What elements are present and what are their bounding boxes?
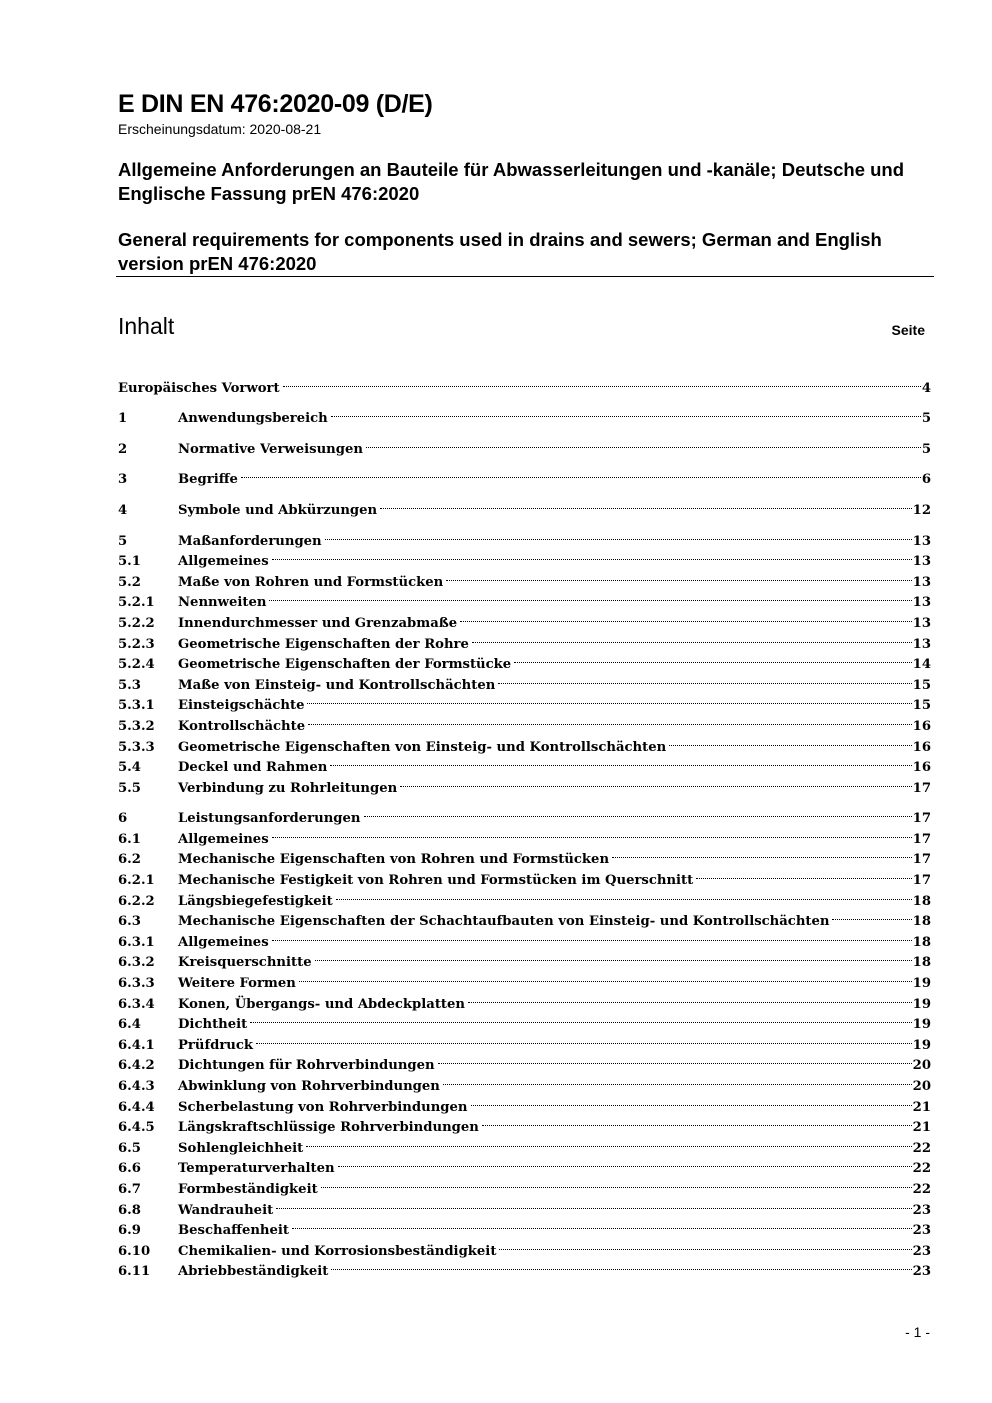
toc-entry-page: 16 — [912, 718, 931, 734]
toc-entry-page: 23 — [912, 1223, 931, 1239]
toc-dot-leader — [514, 648, 911, 669]
toc-entry-page: 16 — [912, 760, 931, 776]
toc-entry-page: 17 — [912, 873, 931, 889]
toc-entry-title: Allgemeines — [178, 831, 269, 847]
toc-entry-page: 4 — [921, 380, 931, 396]
toc-entry-number: 5.2 — [118, 574, 141, 590]
toc-entry-title: Maße von Rohren und Formstücken — [178, 574, 444, 590]
toc-dot-leader — [269, 586, 911, 607]
toc-entry-number: 6.4.3 — [118, 1079, 155, 1094]
toc-entry-page: 18 — [912, 893, 931, 909]
toc-dot-leader — [331, 1255, 911, 1276]
toc-entry-number: 6.2.2 — [118, 893, 155, 909]
title-divider — [116, 276, 934, 277]
toc-dot-leader — [272, 545, 912, 566]
toc-dot-leader — [250, 1008, 911, 1029]
toc-entry-number: 5.2.4 — [118, 657, 155, 673]
toc-entry-number: 6.1 — [118, 831, 141, 847]
toc-entry-number: 6.2 — [118, 852, 141, 868]
toc-entry-page: 18 — [912, 955, 931, 971]
toc-entry-title: Anwendungsbereich — [178, 411, 328, 427]
toc-entry-page: 13 — [912, 595, 931, 611]
toc-entry-page: 19 — [912, 996, 931, 1012]
toc-entry[interactable] — [118, 432, 931, 457]
toc-entry-number: 5.3.3 — [118, 739, 155, 755]
toc-entry-page: 13 — [912, 636, 931, 652]
toc-entry-title: Konen, Übergangs- und Abdeckplatten — [178, 996, 465, 1012]
title-german: Allgemeine Anforderungen an Bauteile für Abwasserleitungen und -kanäle; Deutsche und Englische Fassung prEN 476:2020 — [118, 159, 905, 204]
toc-entry-title: Längskraftschlüssige Rohrverbindungen — [178, 1120, 479, 1136]
toc-dot-leader — [241, 463, 921, 484]
toc-entry-page: 19 — [912, 1037, 931, 1053]
toc-dot-leader — [443, 1069, 912, 1090]
toc-entry-number: 6.11 — [118, 1264, 151, 1280]
toc-entry[interactable] — [118, 463, 931, 488]
toc-entry-number: 6.8 — [118, 1202, 141, 1218]
toc-entry-title: Normative Verweisungen — [178, 441, 363, 457]
toc-dot-leader — [338, 1152, 912, 1173]
toc-entry-page: 18 — [912, 934, 931, 950]
toc-entry[interactable] — [118, 493, 931, 518]
toc-entry-page: 23 — [912, 1243, 931, 1259]
toc-entry-number: 3 — [118, 472, 128, 488]
toc-entry-number: 6.4.1 — [118, 1037, 155, 1053]
toc-dot-leader — [446, 565, 911, 586]
toc-entry-page: 18 — [912, 914, 931, 930]
toc-entry[interactable] — [118, 371, 931, 396]
toc-dot-leader — [482, 1111, 912, 1132]
toc-entry-page: 17 — [912, 811, 931, 827]
toc-entry-page: 17 — [912, 831, 931, 847]
toc-dot-leader — [499, 1234, 911, 1255]
toc-entry-page: 21 — [912, 1099, 931, 1115]
toc-entry-title: Mechanische Festigkeit von Rohren und Formstücken im Querschnitt — [178, 873, 694, 889]
toc-dot-leader — [276, 1193, 911, 1214]
toc-dot-leader — [468, 987, 912, 1008]
toc-entry-page: 16 — [912, 739, 931, 755]
toc-entry-number: 6.4.4 — [118, 1099, 155, 1115]
toc-dot-leader — [256, 1028, 912, 1049]
toc-entry-number: 6.3.3 — [118, 976, 155, 992]
toc-entry-number: 5.2.1 — [118, 595, 155, 611]
toc-entry-title: Prüfdruck — [178, 1037, 254, 1053]
toc-dot-leader — [438, 1049, 912, 1070]
contents-heading: Inhalt — [118, 313, 175, 339]
toc-entry-page: 22 — [912, 1181, 931, 1197]
toc-dot-leader — [299, 966, 912, 987]
toc-entry-number: 6 — [118, 811, 128, 827]
toc-dot-leader — [471, 1090, 912, 1111]
toc-dot-leader — [307, 689, 911, 710]
toc-entry-title: Abriebbeständigkeit — [178, 1264, 329, 1280]
toc-entry-page: 13 — [912, 554, 931, 570]
toc-entry-number: 5.4 — [118, 760, 141, 776]
toc-entry-number: 6.5 — [118, 1140, 141, 1156]
page-number: - 1 - — [905, 1324, 930, 1340]
toc-entry-page: 19 — [912, 1017, 931, 1033]
toc-dot-leader — [498, 668, 911, 689]
toc-dot-leader — [364, 802, 912, 823]
page-column-label: Seite — [891, 322, 925, 338]
toc-entry-title: Innendurchmesser und Grenzabmaße — [178, 615, 458, 631]
toc-dot-leader — [292, 1214, 912, 1235]
toc-dot-leader — [315, 946, 912, 967]
toc-entry-title: Kreisquerschnitte — [178, 955, 312, 971]
toc-entry-page: 5 — [921, 441, 931, 457]
toc-entry-title: Mechanische Eigenschaften von Rohren und Formstücken — [178, 852, 610, 868]
toc-entry-page: 17 — [912, 852, 931, 868]
table-of-contents — [118, 371, 931, 1280]
toc-dot-leader — [472, 627, 912, 648]
toc-entry-title: Scherbelastung von Rohrverbindungen — [178, 1099, 468, 1115]
toc-entry-title: Deckel und Rahmen — [178, 760, 328, 776]
toc-entry-title: Wandrauheit — [178, 1202, 274, 1218]
toc-entry-number: 6.3.4 — [118, 996, 155, 1012]
toc-entry-page: 21 — [912, 1120, 931, 1136]
toc-entry-title: Nennweiten — [178, 595, 267, 611]
toc-entry-number: 5.3.2 — [118, 718, 155, 734]
toc-entry-title: Europäisches Vorwort — [118, 380, 280, 396]
toc-entry-title: Allgemeines — [178, 934, 269, 950]
toc-entry-title: Geometrische Eigenschaften der Rohre — [178, 636, 469, 652]
toc-dot-leader — [330, 751, 911, 772]
toc-entry-title: Temperaturverhalten — [178, 1161, 335, 1177]
toc-entry-title: Verbindung zu Rohrleitungen — [178, 780, 398, 796]
toc-entry-title: Allgemeines — [178, 554, 269, 570]
toc-entry-page: 13 — [912, 574, 931, 590]
toc-entry-page: 23 — [912, 1264, 931, 1280]
toc-dot-leader — [400, 771, 911, 792]
title-english: General requirements for components used in drains and sewers; German and English version prEN 476:2020 — [118, 229, 882, 274]
toc-entry-title: Dichtungen für Rohrverbindungen — [178, 1058, 435, 1074]
toc-entry-title: Kontrollschächte — [178, 718, 306, 734]
toc-entry-page: 12 — [912, 502, 931, 518]
toc-dot-leader — [336, 884, 912, 905]
toc-entry-page: 19 — [912, 976, 931, 992]
toc-entry-number: 2 — [118, 441, 128, 457]
toc-entry-title: Geometrische Eigenschaften von Einsteig- und Kontrollschächten — [178, 739, 667, 755]
toc-entry-title: Abwinklung von Rohrverbindungen — [178, 1079, 440, 1094]
toc-entry-title: Begriffe — [178, 472, 238, 488]
toc-entry-number: 5 — [118, 533, 128, 549]
toc-dot-leader — [321, 1172, 912, 1193]
toc-dot-leader — [272, 822, 912, 843]
toc-entry-page: 20 — [912, 1058, 931, 1074]
toc-entry-page: 6 — [921, 472, 931, 488]
toc-dot-leader — [306, 1131, 911, 1152]
toc-dot-leader — [612, 843, 912, 864]
toc-entry[interactable] — [118, 402, 931, 427]
toc-dot-leader — [272, 925, 912, 946]
toc-entry-number: 6.7 — [118, 1181, 141, 1197]
toc-entry-page: 23 — [912, 1202, 931, 1218]
toc-entry-page: 15 — [912, 677, 931, 693]
toc-dot-leader — [380, 493, 912, 514]
toc-dot-leader — [832, 905, 911, 926]
toc-entry-title: Weitere Formen — [178, 976, 296, 992]
publication-date: Erscheinungsdatum: 2020-08-21 — [118, 121, 322, 137]
toc-entry-number: 6.4 — [118, 1017, 141, 1033]
toc-entry-title: Chemikalien- und Korrosionsbeständigkeit — [178, 1243, 497, 1259]
toc-entry-number: 5.3 — [118, 677, 141, 693]
toc-entry-page: 22 — [912, 1161, 931, 1177]
toc-dot-leader — [366, 432, 921, 453]
toc-entry-title: Mechanische Eigenschaften der Schachtaufbauten von Einsteig- und Kontrollschächten — [178, 914, 830, 930]
toc-entry-number: 6.3.1 — [118, 934, 155, 950]
toc-entry-title: Geometrische Eigenschaften der Formstücke — [178, 657, 512, 673]
toc-entry-page: 20 — [912, 1079, 931, 1094]
toc-entry-number: 5.2.2 — [118, 615, 155, 631]
toc-entry-number: 6.3.2 — [118, 955, 155, 971]
toc-dot-leader — [331, 402, 921, 423]
toc-entry-title: Längsbiegefestigkeit — [178, 893, 333, 909]
toc-entry-number: 6.4.2 — [118, 1058, 155, 1074]
toc-entry-page: 15 — [912, 698, 931, 714]
toc-entry-number: 4 — [118, 502, 128, 518]
toc-entry-title: Dichtheit — [178, 1017, 248, 1033]
toc-entry-number: 5.2.3 — [118, 636, 155, 652]
toc-dot-leader — [325, 524, 912, 545]
toc-entry-number: 5.3.1 — [118, 698, 155, 714]
toc-entry-title: Symbole und Abkürzungen — [178, 502, 378, 518]
toc-entry-number: 5.1 — [118, 554, 141, 570]
toc-dot-leader — [696, 863, 911, 884]
toc-entry-number: 6.6 — [118, 1161, 141, 1177]
toc-dot-leader — [669, 730, 911, 751]
toc-entry-number: 6.4.5 — [118, 1120, 155, 1136]
toc-entry-number: 6.10 — [118, 1243, 151, 1259]
toc-entry-number: 6.9 — [118, 1223, 141, 1239]
toc-dot-leader — [283, 371, 921, 392]
toc-entry-page: 14 — [912, 657, 931, 673]
toc-entry-page: 17 — [912, 780, 931, 796]
toc-entry-number: 6.3 — [118, 914, 141, 930]
toc-entry-page: 22 — [912, 1140, 931, 1156]
toc-entry-page: 5 — [921, 411, 931, 427]
toc-entry-number: 6.2.1 — [118, 873, 155, 889]
toc-dot-leader — [460, 606, 911, 627]
toc-entry-title: Maße von Einsteig- und Kontrollschächten — [178, 677, 496, 693]
toc-entry-title: Maßanforderungen — [178, 533, 322, 549]
toc-entry-title: Leistungsanforderungen — [178, 811, 361, 827]
toc-entry-title: Beschaffenheit — [178, 1223, 290, 1239]
toc-entry-title: Formbeständigkeit — [178, 1181, 318, 1197]
toc-entry-page: 13 — [912, 615, 931, 631]
toc-entry-title: Sohlengleichheit — [178, 1140, 304, 1156]
toc-dot-leader — [308, 709, 912, 730]
toc-entry-page: 13 — [912, 533, 931, 549]
toc-entry[interactable] — [118, 802, 931, 827]
toc-entry-number: 5.5 — [118, 780, 141, 796]
toc-entry-title: Einsteigschächte — [178, 698, 305, 714]
toc-entry[interactable] — [118, 524, 931, 549]
standard-id: E DIN EN 476:2020-09 (D/E) — [118, 90, 433, 118]
toc-entry-number: 1 — [118, 411, 128, 427]
